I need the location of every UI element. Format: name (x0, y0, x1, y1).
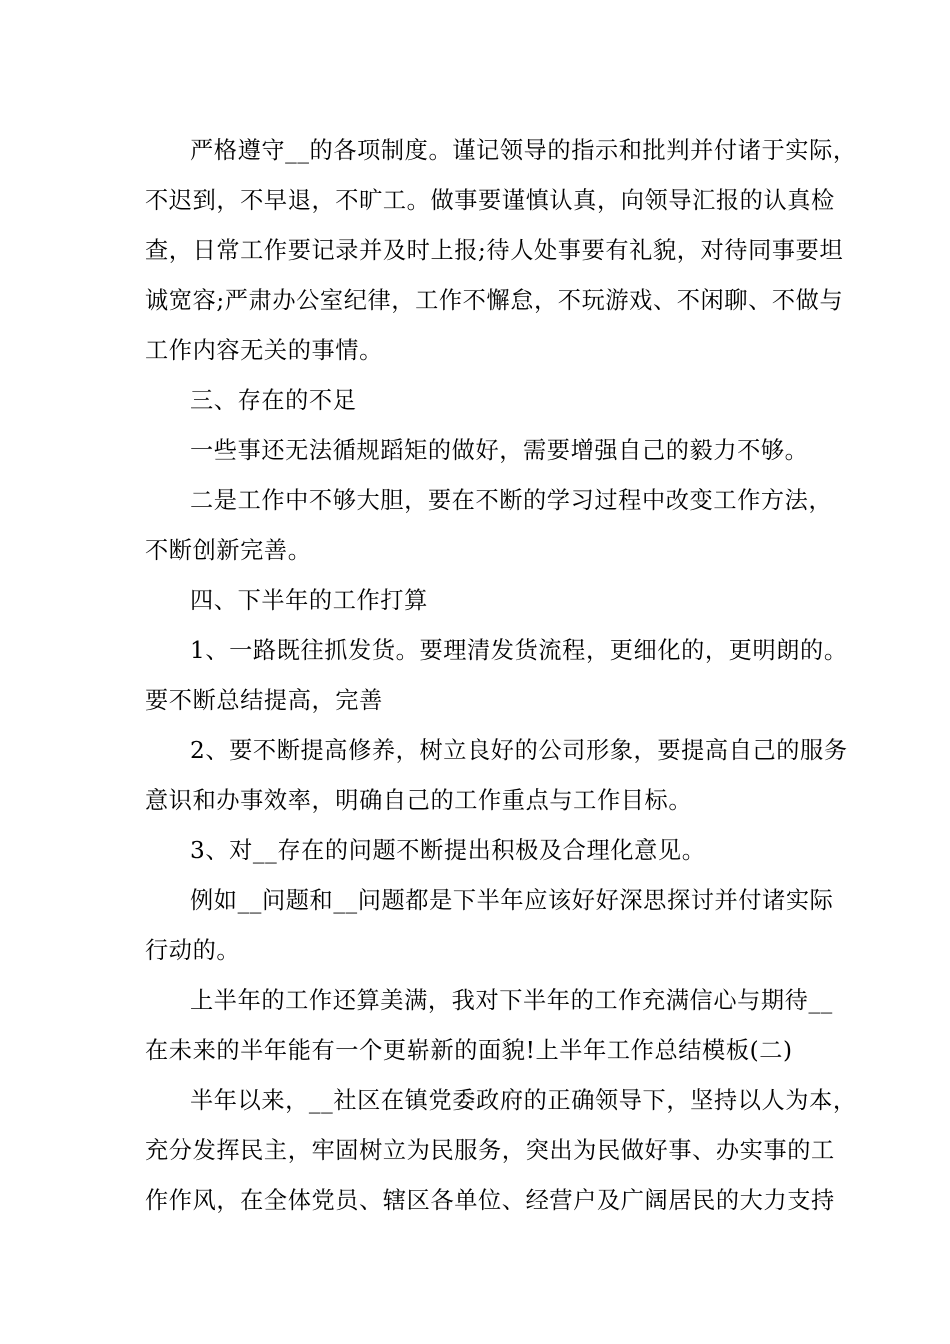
text-line: 严格遵守__的各项制度。谨记领导的指示和批判并付诸于实际， (190, 137, 857, 164)
text-line: 要不断总结提高，完善 (145, 687, 383, 714)
text-line: 例如__问题和__问题都是下半年应该好好深思探讨并付诸实际 (190, 887, 834, 914)
text-line: 上半年的工作还算美满，我对下半年的工作充满信心与期待__ (190, 987, 833, 1014)
text-line: 半年以来，__社区在镇党委政府的正确领导下，坚持以人为本， (190, 1087, 857, 1114)
text-line: 行动的。 (145, 937, 241, 964)
text-line: 意识和办事效率，明确自己的工作重点与工作目标。 (145, 787, 693, 814)
text-line: 1、一路既往抓发货。要理清发货流程，更细化的，更明朗的。 (190, 637, 848, 664)
text-line: 二是工作中不够大胆，要在不断的学习过程中改变工作方法， (190, 487, 833, 514)
text-line: 2、要不断提高修养，树立良好的公司形象，要提高自己的服务 (190, 737, 848, 764)
text-line: 不迟到，不早退，不旷工。做事要谨慎认真，向领导汇报的认真检 (145, 187, 835, 214)
text-line: 诚宽容;严肃办公室纪律，工作不懈怠，不玩游戏、不闲聊、不做与 (145, 287, 844, 314)
text-line: 3、对__存在的问题不断提出积极及合理化意见。 (190, 837, 706, 864)
section-heading: 三、存在的不足 (190, 387, 357, 414)
text-line: 作作风，在全体党员、辖区各单位、经营户及广阔居民的大力支持 (145, 1187, 835, 1214)
text-line: 在未来的半年能有一个更崭新的面貌!上半年工作总结模板(二) (145, 1037, 793, 1064)
text-line: 工作内容无关的事情。 (145, 337, 383, 364)
text-line: 不断创新完善。 (145, 537, 312, 564)
text-line: 一些事还无法循规蹈矩的做好，需要增强自己的毅力不够。 (190, 437, 809, 464)
text-line: 查，日常工作要记录并及时上报;待人处事要有礼貌，对待同事要坦 (145, 237, 844, 264)
section-heading: 四、下半年的工作打算 (190, 587, 428, 614)
text-line: 充分发挥民主，牢固树立为民服务，突出为民做好事、办实事的工 (145, 1137, 835, 1164)
